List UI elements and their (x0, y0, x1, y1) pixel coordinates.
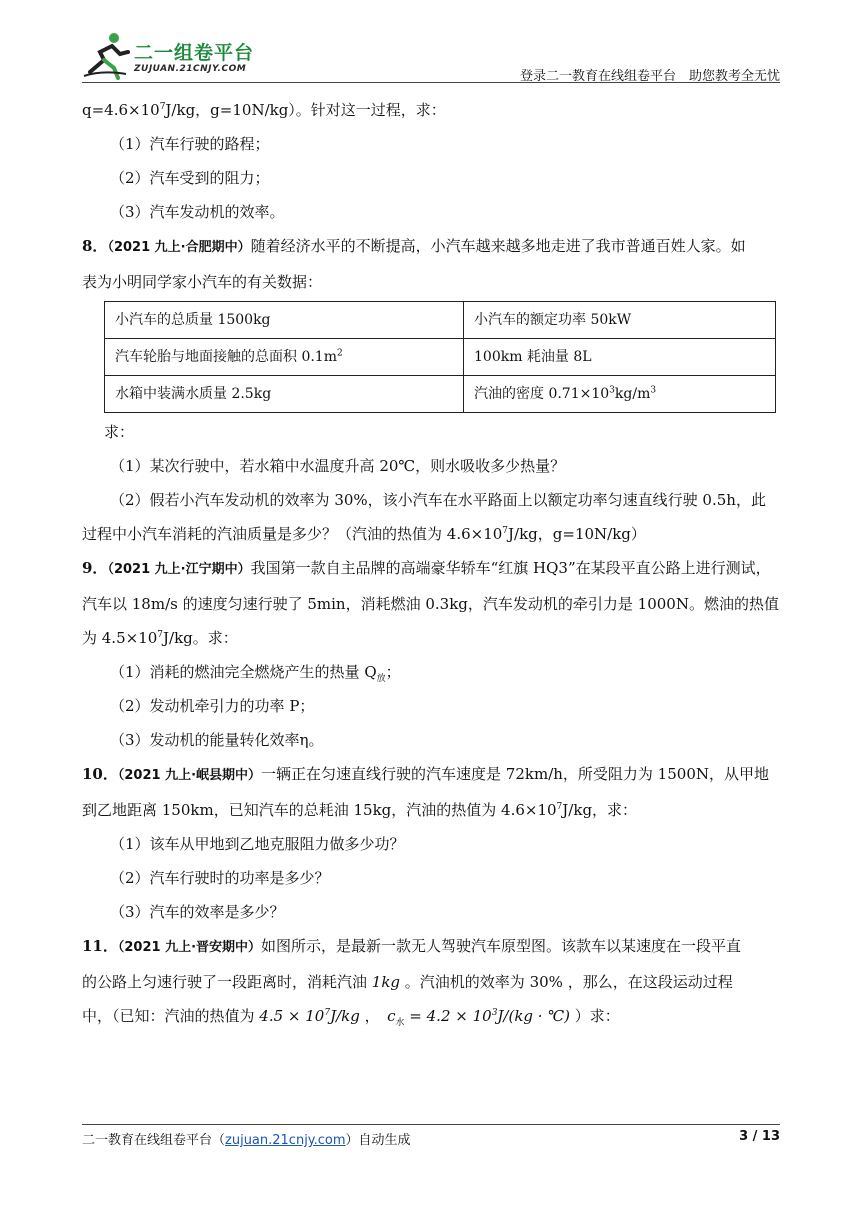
q8-stem-cont: 表为小明同学家小汽车的有关数据： (82, 273, 323, 291)
q11-stem-cont2: 中，（已知：汽油的热值为 $4.5 \times 10^7J/kg$ ， $c_水 = 4.2 \times 10^3J/(kg$ · ℃) ）求： (82, 1007, 620, 1028)
logo (82, 28, 282, 80)
q9-sub3: （3）发动机的能量转化效率η。 (110, 731, 324, 749)
page-number: 3 / 13 (739, 1129, 780, 1144)
q11-stem-cont: 的公路上匀速行驶了一段距离时，消耗汽油 1kg 。汽油机的效率为 30% ，那么，在这段运动过程 (82, 973, 733, 991)
table-cell: 汽车轮胎与地面接触的总面积 $0.1m^2$ (105, 339, 464, 376)
logo-url: ZUJUAN.21CNJY.COM (134, 64, 247, 74)
table-row (105, 302, 776, 339)
q9-sub1: （1）消耗的燃油完全燃烧产生的热量 $Q_放$； (110, 663, 401, 684)
table-cell: 小汽车的总质量 1500kg (105, 302, 464, 339)
table-cell: 汽油的密度 $0.71\times 10^3kg/m^3$ (464, 376, 776, 413)
q8-sub2: （2）假若小汽车发动机的效率为 30%，该小汽车在水平路面上以额定功率匀速直线行驶 0.5h，此 (110, 491, 766, 509)
q10-sub1: （1）该车从甲地到乙地克服阻力做多少功？ (110, 835, 405, 853)
q7-sub3: （3）汽车发动机的效率。 (110, 203, 285, 221)
q10-sub2: （2）汽车行驶时的功率是多少？ (110, 869, 330, 887)
header-divider (82, 82, 780, 83)
runner-logo-icon (82, 30, 132, 80)
q10-stem: 10．（2021 九上·岷县期中）一辆正在匀速直线行驶的汽车速度是 72km/h，所受阻力为 1500N，从甲地 (82, 765, 769, 783)
q9-stem-cont: 汽车以 18m/s 的速度匀速行驶了 5min，消耗燃油 0.3kg，汽车发动机的牵引力是 1000N。燃油的热值 (82, 595, 779, 613)
table-row (105, 339, 776, 376)
q10-sub3: （3）汽车的效率是多少？ (110, 903, 285, 921)
q8-sub2-cont: 过程中小汽车消耗的汽油质量是多少？（汽油的热值为 $4.6\times 10^7J/kg$，g=10N/kg） (82, 525, 646, 543)
header-slogan: 登录二一教育在线组卷平台 助您教考全无忧 (519, 69, 780, 84)
q11-stem: 11．（2021 九上·晋安期中）如图所示，是最新一款无人驾驶汽车原型图。该款车以某速度在一段平直 (82, 937, 742, 955)
table-cell: 小汽车的额定功率 50kW (464, 302, 776, 339)
table-row (105, 376, 776, 413)
car-spec-table (104, 301, 776, 413)
q9-sub2: （2）发动机牵引力的功率 P； (110, 697, 315, 715)
q8-stem: 8．（2021 九上·合肥期中）随着经济水平的不断提高，小汽车越来越多地走进了我市普通百姓人家。如 (82, 237, 746, 255)
page-footer (82, 1124, 780, 1149)
q7-condition: $q=4.6\times 10^7J/kg$，g=10N/kg）。针对这一过程，求： (82, 101, 446, 119)
q8-sub1: （1）某次行驶中，若水箱中水温度升高 20℃，则水吸收多少热量？ (110, 457, 566, 475)
q10-stem-cont: 到乙地距离 150km，已知汽车的总耗油 15kg，汽油的热值为 $4.6\times 10^7J/kg$，求： (82, 801, 638, 819)
table-cell: 100km 耗油量 8L (464, 339, 776, 376)
footer-link[interactable]: zujuan.21cnjy.com (225, 1133, 346, 1148)
page-header (82, 28, 780, 83)
q9-stem-cont2: 为 $4.5\times 10^7J/kg$。求： (82, 629, 238, 647)
q7-sub2: （2）汽车受到的阻力； (110, 169, 270, 187)
q9-stem: 9．（2021 九上·江宁期中）我国第一款自主品牌的高端豪华轿车“红旗 HQ3”在某段平直公路上进行测试， (82, 559, 771, 577)
footer-text: 二一教育在线组卷平台（zujuan.21cnjy.com）自动生成 (82, 1133, 411, 1148)
logo-text: 二一组卷平台 (134, 42, 255, 64)
table-cell: 水箱中装满水质量 2.5kg (105, 376, 464, 413)
q7-sub1: （1）汽车行驶的路程； (110, 135, 270, 153)
q8-ask: 求： (104, 423, 135, 441)
page-content (82, 93, 780, 1033)
